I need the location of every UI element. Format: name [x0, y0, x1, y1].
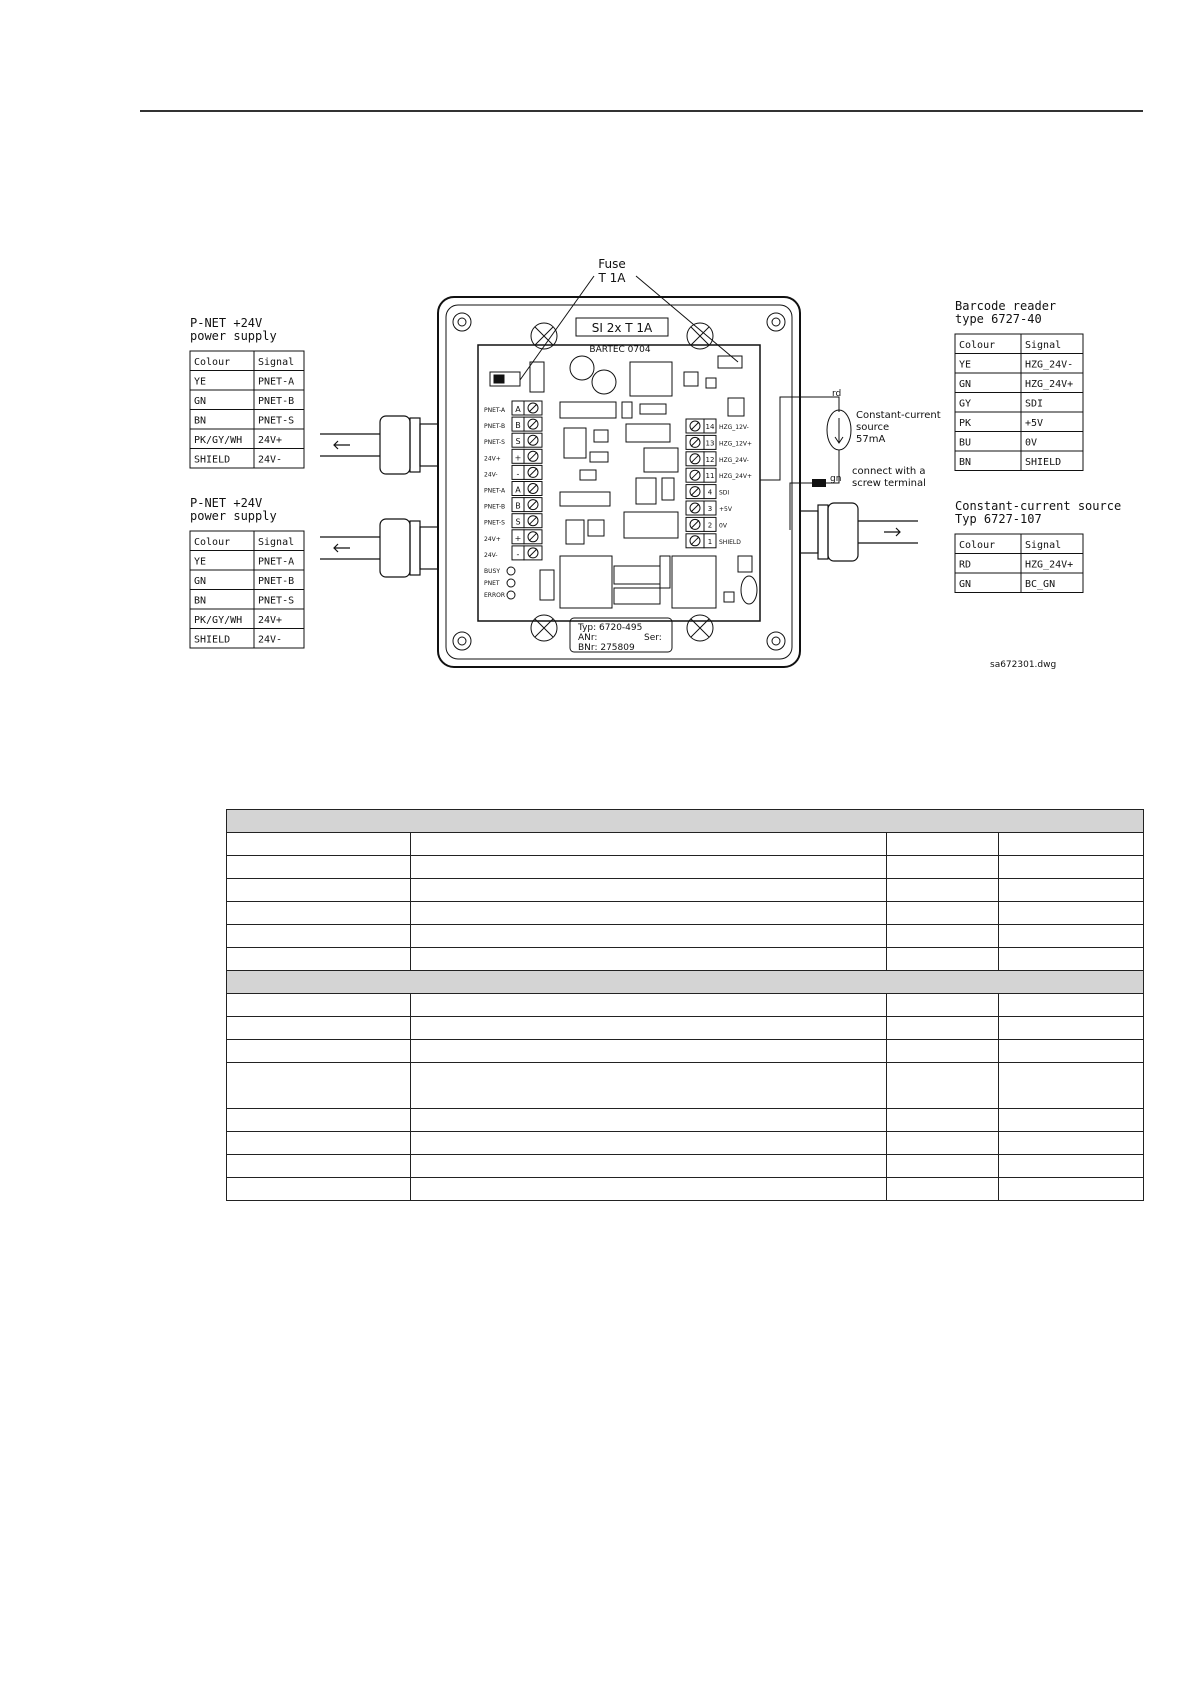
left-terminal-label: PNET-A: [484, 487, 506, 495]
right-terminal-number: 14: [705, 423, 715, 431]
terminal-screw-slot: [691, 438, 699, 446]
spec-cell: [999, 1040, 1144, 1063]
arrow-right-icon: [884, 528, 900, 536]
spec-row: [227, 856, 1144, 879]
table-title-line: power supply: [190, 329, 277, 343]
spec-row: [227, 833, 1144, 856]
right-terminal-label: 0V: [719, 522, 727, 530]
spec-section-cell: [227, 971, 1144, 994]
spec-cell: [227, 1155, 411, 1178]
right-terminal-number: 11: [705, 472, 715, 481]
signal-cell: HZG_24V-: [1025, 359, 1074, 371]
colour-cell: YE: [194, 556, 207, 568]
source-label-line2: source: [856, 422, 890, 433]
wire-gn-label: gn: [830, 474, 842, 484]
spec-row: [227, 1063, 1144, 1109]
spec-cell: [999, 1155, 1144, 1178]
wiring-diagram: [0, 0, 1191, 700]
table-header: Colour: [959, 540, 996, 551]
left-terminal-label: 24V-: [484, 471, 498, 479]
spec-table: [226, 809, 1144, 1201]
table-title-line: Typ 6727-107: [955, 512, 1042, 526]
terminal-screw-slot: [529, 468, 537, 476]
spec-cell: [887, 879, 999, 902]
signal-cell: PNET-B: [258, 576, 295, 587]
left-terminal-label: PNET-S: [484, 439, 505, 447]
type-plate-typ: Typ: 6720-495: [578, 623, 643, 633]
spec-cell: [999, 1017, 1144, 1040]
left-terminal-label: 24V+: [484, 535, 501, 543]
spec-section-cell: [227, 810, 1144, 833]
colour-cell: GN: [194, 576, 207, 587]
spec-row: [227, 925, 1144, 948]
drawing-id: sa672301.dwg: [990, 660, 1057, 670]
type-plate-ser: Ser:: [644, 633, 662, 643]
signal-cell: PNET-A: [258, 556, 295, 568]
spec-cell: [999, 1132, 1144, 1155]
spec-cell: [999, 879, 1144, 902]
spec-row: [227, 902, 1144, 925]
colour-cell: SHIELD: [194, 634, 231, 646]
table-header: Signal: [258, 357, 295, 368]
terminal-screw-slot: [691, 520, 699, 528]
terminal-screw-slot: [529, 533, 537, 541]
busy-led-icon: [507, 567, 515, 575]
left-terminal-label: PNET-A: [484, 407, 506, 414]
colour-cell: PK: [959, 418, 972, 429]
colour-cell: RD: [959, 559, 972, 571]
fuse-marking: SI 2x T 1A: [591, 321, 653, 335]
spec-row: [227, 1017, 1144, 1040]
table-title-line: P-NET +24V: [190, 496, 263, 510]
spec-cell: [411, 1155, 887, 1178]
spec-row: [227, 948, 1144, 971]
source-label-line1: Constant-current: [856, 410, 941, 421]
table-header: Signal: [1025, 340, 1062, 351]
spec-cell: [887, 1155, 999, 1178]
pnet-led-icon: [507, 579, 515, 587]
spec-cell: [227, 1178, 411, 1201]
spec-row: [227, 1155, 1144, 1178]
terminal-screw-slot: [691, 422, 699, 430]
right-terminal-number: 3: [707, 505, 713, 513]
table-header: Signal: [1025, 540, 1062, 551]
right-terminal-label: SHIELD: [719, 538, 741, 546]
spec-cell: [887, 833, 999, 856]
colour-cell: YE: [194, 376, 207, 388]
spec-cell: [227, 1017, 411, 1040]
connect-note-line1: connect with a: [852, 466, 926, 477]
spec-cell: [411, 833, 887, 856]
spec-cell: [411, 994, 887, 1017]
wire-rd-label: rd: [832, 389, 842, 399]
left-terminal-label: 24V-: [484, 551, 498, 559]
signal-cell: PNET-A: [258, 376, 295, 388]
spec-cell: [999, 925, 1144, 948]
colour-cell: BN: [194, 595, 207, 607]
spec-cell: [999, 994, 1144, 1017]
spec-cell: [411, 856, 887, 879]
signal-cell: HZG_24V+: [1025, 379, 1074, 390]
left-terminal-block: [484, 401, 542, 560]
led-label-pnet: PNET: [484, 580, 500, 587]
table-title-line: P-NET +24V: [190, 316, 263, 330]
board-markings: [576, 318, 668, 355]
spec-cell: [411, 925, 887, 948]
right-terminal-number: 4: [707, 488, 713, 497]
signal-cell: SDI: [1025, 398, 1044, 410]
spec-cell: [227, 833, 411, 856]
spec-cell: [887, 1178, 999, 1201]
left-terminal-number: +: [514, 453, 522, 463]
spec-cell: [999, 902, 1144, 925]
status-leds: [484, 567, 515, 599]
spec-cell: [887, 925, 999, 948]
type-plate-anr: ANr:: [578, 633, 598, 643]
spec-cell: [887, 1109, 999, 1132]
arrow-down-icon: [835, 418, 843, 443]
spec-cell: [411, 1063, 887, 1109]
spec-row: [227, 994, 1144, 1017]
spec-row: [227, 879, 1144, 902]
terminal-screw-slot: [529, 452, 537, 460]
signal-cell: 0V: [1025, 437, 1038, 449]
table-header: Colour: [194, 537, 231, 548]
left-terminal-label: PNET-B: [484, 423, 506, 431]
left-terminal-number: B: [515, 421, 521, 431]
spec-cell: [227, 1109, 411, 1132]
table-header: Signal: [258, 537, 295, 548]
fuse-label-line2: T 1A: [598, 271, 626, 285]
arrow-left-icon: [334, 441, 350, 449]
current-source-table: [955, 499, 1121, 593]
right-terminal-number: 12: [705, 455, 715, 464]
spec-cell: [411, 1040, 887, 1063]
terminal-screw-slot: [529, 436, 537, 444]
spec-cell: [999, 948, 1144, 971]
led-label-busy: BUSY: [484, 568, 500, 575]
spec-cell: [411, 948, 887, 971]
right-terminal-label: HZG_24V+: [719, 473, 753, 481]
signal-cell: 24V-: [258, 454, 283, 466]
spec-cell: [227, 994, 411, 1017]
terminal-screw-slot: [529, 485, 537, 493]
left-terminal-label: PNET-S: [484, 519, 505, 527]
spec-cell: [999, 1063, 1144, 1109]
spec-section-row: [227, 810, 1144, 833]
spec-cell: [999, 856, 1144, 879]
spec-cell: [999, 1178, 1144, 1201]
spec-row: [227, 1178, 1144, 1201]
spec-cell: [411, 1017, 887, 1040]
left-terminal-label: PNET-B: [484, 503, 506, 511]
spec-cell: [887, 1040, 999, 1063]
left-terminal-number: S: [515, 517, 521, 527]
spec-cell: [227, 925, 411, 948]
colour-cell: BN: [194, 415, 207, 427]
signal-cell: 24V+: [258, 615, 283, 626]
error-led-icon: [507, 591, 515, 599]
colour-cell: PK/GY/WH: [194, 615, 243, 626]
type-plate: [570, 618, 672, 653]
right-terminal-label: +5V: [719, 506, 732, 513]
signal-cell: +5V: [1025, 418, 1044, 429]
colour-cell: YE: [959, 359, 972, 371]
right-terminal-label: HZG_12V+: [719, 440, 753, 448]
colour-cell: PK/GY/WH: [194, 435, 243, 446]
spec-cell: [227, 1063, 411, 1109]
pnet-supply-1-table: [190, 316, 304, 468]
right-terminal-number: 2: [707, 521, 713, 530]
terminal-screw-slot: [529, 549, 537, 557]
table-title-line: type 6727-40: [955, 312, 1042, 326]
spec-cell: [411, 879, 887, 902]
table-title-line: Constant-current source: [955, 499, 1122, 513]
spec-cell: [411, 902, 887, 925]
connect-note-line2: screw terminal: [852, 478, 926, 489]
spec-cell: [411, 1178, 887, 1201]
spec-cell: [887, 994, 999, 1017]
signal-cell: 24V+: [258, 435, 283, 446]
left-terminal-number: S: [515, 437, 521, 447]
right-terminal-label: HZG_12V-: [719, 424, 749, 431]
spec-cell: [411, 1132, 887, 1155]
arrow-left-icon: [334, 544, 350, 552]
board-maker: BARTEC 0704: [589, 345, 651, 355]
table-header: Colour: [959, 340, 996, 351]
signal-cell: HZG_24V+: [1025, 559, 1074, 571]
right-terminal-label: SDI: [719, 489, 730, 497]
signal-cell: 24V-: [258, 634, 283, 646]
right-terminal-block: [686, 419, 752, 548]
current-source-symbol: [760, 389, 941, 530]
spec-cell: [999, 833, 1144, 856]
fuse-label-line1: Fuse: [598, 257, 626, 271]
signal-cell: BC_GN: [1025, 579, 1056, 590]
left-terminal-number: -: [516, 549, 520, 559]
terminal-screw-slot: [691, 537, 699, 545]
left-terminal-number: +: [514, 533, 522, 543]
spec-section-row: [227, 971, 1144, 994]
colour-cell: GN: [194, 396, 207, 407]
signal-cell: PNET-S: [258, 595, 295, 607]
spec-cell: [411, 1109, 887, 1132]
spec-cell: [887, 902, 999, 925]
spec-row: [227, 1040, 1144, 1063]
spec-cell: [227, 879, 411, 902]
spec-cell: [227, 1040, 411, 1063]
terminal-screw-slot: [529, 420, 537, 428]
left-terminal-number: A: [515, 405, 521, 414]
source-label-line3: 57mA: [856, 434, 886, 445]
spec-cell: [887, 948, 999, 971]
terminal-screw-slot: [529, 501, 537, 509]
terminal-screw-slot: [691, 455, 699, 463]
signal-cell: SHIELD: [1025, 457, 1062, 468]
spec-cell: [227, 902, 411, 925]
spec-cell: [227, 1132, 411, 1155]
terminal-screw-slot: [691, 471, 699, 479]
left-terminal-number: A: [515, 485, 521, 495]
colour-cell: GN: [959, 379, 972, 390]
spec-row: [227, 1109, 1144, 1132]
led-label-error: ERROR: [484, 592, 506, 599]
terminal-screw-slot: [691, 504, 699, 512]
signal-cell: PNET-B: [258, 396, 295, 407]
pnet-supply-2-table: [190, 496, 304, 648]
table-header: Colour: [194, 357, 231, 368]
spec-cell: [887, 1132, 999, 1155]
right-terminal-label: HZG_24V-: [719, 456, 749, 464]
spec-cell: [227, 856, 411, 879]
signal-cell: PNET-S: [258, 415, 295, 427]
terminal-screw-slot: [529, 404, 537, 412]
colour-cell: SHIELD: [194, 454, 231, 466]
screw-terminal-icon: [812, 479, 826, 487]
type-plate-bnr: BNr: 275809: [578, 643, 635, 653]
terminal-screw-slot: [691, 488, 699, 496]
colour-cell: BN: [959, 457, 972, 468]
spec-cell: [999, 1109, 1144, 1132]
left-terminal-number: B: [515, 501, 521, 511]
right-terminal-number: 1: [707, 537, 713, 546]
left-terminal-label: 24V+: [484, 455, 501, 463]
spec-cell: [227, 948, 411, 971]
table-title-line: Barcode reader: [955, 299, 1057, 313]
colour-cell: GY: [959, 398, 972, 410]
barcode-reader-table: [955, 299, 1083, 471]
left-terminal-number: -: [516, 469, 520, 479]
table-title-line: power supply: [190, 509, 277, 523]
spec-cell: [887, 856, 999, 879]
colour-cell: GN: [959, 579, 972, 590]
spec-cell: [887, 1017, 999, 1040]
spec-cell: [887, 1063, 999, 1109]
spec-row: [227, 1132, 1144, 1155]
colour-cell: BU: [959, 437, 972, 449]
terminal-screw-slot: [529, 517, 537, 525]
right-terminal-number: 13: [705, 439, 715, 448]
